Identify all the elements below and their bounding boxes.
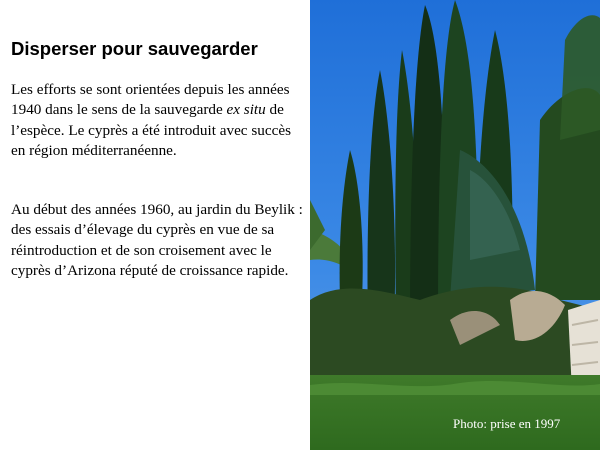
paragraph-history-italic: ex situ bbox=[226, 101, 266, 119]
paragraph-history bbox=[11, 80, 303, 162]
paragraph-history-text-2: de l’espèce. Le cyprès a été introduit avec succès en région méditerranéenne. bbox=[11, 101, 291, 160]
cypress-photo bbox=[310, 0, 600, 450]
photo-caption: Photo: prise en 1997 bbox=[453, 416, 561, 431]
slide-title: Disperser pour sauvegarder bbox=[11, 38, 258, 59]
paragraph-beylik: Au début des années 1960, au jardin du Beylik : des essais d’élevage du cyprès en vue de sa réintroduction et de son croisement avec le cyprès d’Arizona réputé de croissance rapide. bbox=[11, 201, 303, 280]
paragraph-history-text-1: Les efforts se sont orientées depuis les années 1940 dans le sens de la sauvegarde bbox=[11, 81, 290, 119]
